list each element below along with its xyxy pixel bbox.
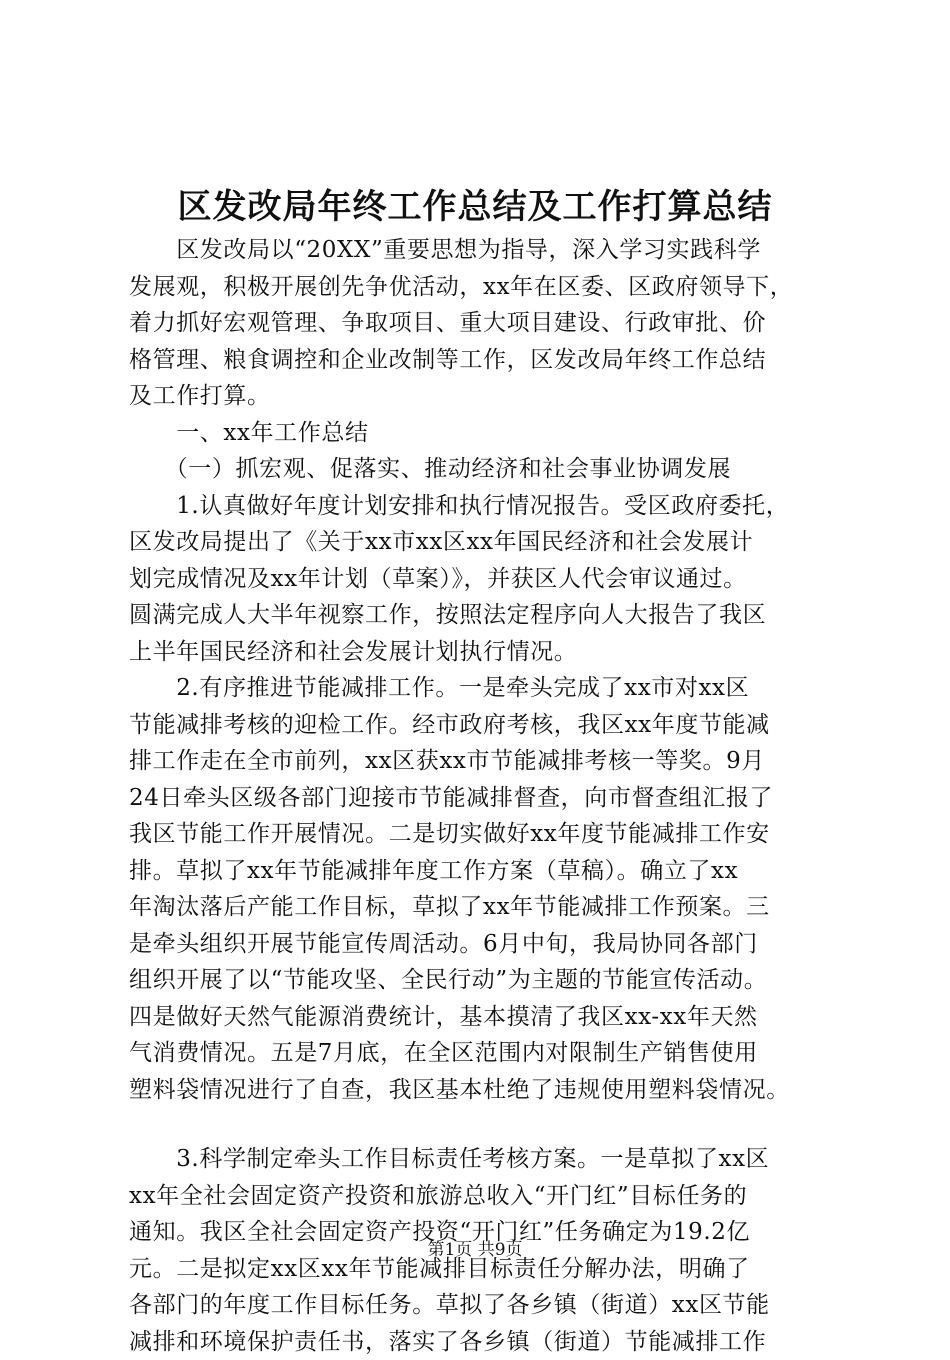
text-line: （一）抓宏观、促落实、推动经济和社会事业协调发展 [129,451,829,488]
text-line: 气消费情况。五是7月底，在全区范围内对限制生产销售使用 [129,1035,829,1072]
text-line: 一、xx年工作总结 [129,415,829,452]
text-line: 1.认真做好年度计划安排和执行情况报告。受区政府委托， [129,488,829,525]
document-body [129,232,829,1360]
text-line: 节能减排考核的迎检工作。经市政府考核，我区xx年度节能减 [129,707,829,744]
body-block-1 [129,232,829,1108]
text-line: 圆满完成人大半年视察工作，按照法定程序向人大报告了我区 [129,597,829,634]
text-line: 年淘汰落后产能工作目标，草拟了xx年节能减排工作预案。三 [129,889,829,926]
text-line: 通知。我区全社会固定资产投资“开门红”任务确定为19.2亿 [129,1214,829,1251]
text-line: 排。草拟了xx年节能减排年度工作方案（草稿）。确立了xx [129,853,829,890]
text-line: 排工作走在全市前列，xx区获xx市节能减排考核一等奖。9月 [129,743,829,780]
text-line: 减排和环境保护责任书，落实了各乡镇（街道）节能减排工作 [129,1324,829,1360]
text-line: 我区节能工作开展情况。二是切实做好xx年度节能减排工作安 [129,816,829,853]
paragraph-gap [129,1108,829,1141]
page-footer: 第1页 共9页 [0,1238,950,1262]
text-line: 组织开展了以“节能攻坚、全民行动”为主题的节能宣传活动。 [129,962,829,999]
text-line: 区发改局提出了《关于xx市xx区xx年国民经济和社会发展计 [129,524,829,561]
text-line: 是牵头组织开展节能宣传周活动。6月中旬，我局协同各部门 [129,926,829,963]
text-line: 区发改局以“20XX”重要思想为指导，深入学习实践科学 [129,232,829,269]
text-line: 24日牵头区级各部门迎接市节能减排督查，向市督查组汇报了 [129,780,829,817]
text-line: 格管理、粮食调控和企业改制等工作，区发改局年终工作总结 [129,342,829,379]
text-line: 各部门的年度工作目标任务。草拟了各乡镇（街道）xx区节能 [129,1287,829,1324]
text-line: 划完成情况及xx年计划（草案）》，并获区人代会审议通过。 [129,561,829,598]
text-line: 3.科学制定牵头工作目标责任考核方案。一是草拟了xx区 [129,1141,829,1178]
text-line: 四是做好天然气能源消费统计，基本摸清了我区xx-xx年天然 [129,999,829,1036]
text-line: 及工作打算。 [129,378,829,415]
document-title: 区发改局年终工作总结及工作打算总结 [0,182,950,232]
text-line: 上半年国民经济和社会发展计划执行情况。 [129,634,829,671]
text-line: 元。二是拟定xx区xx年节能减排目标责任分解办法，明确了 [129,1251,829,1288]
text-line: 着力抓好宏观管理、争取项目、重大项目建设、行政审批、价 [129,305,829,342]
text-line: 塑料袋情况进行了自查，我区基本杜绝了违规使用塑料袋情况。 [129,1072,829,1109]
text-line: xx年全社会固定资产投资和旅游总收入“开门红”目标任务的 [129,1178,829,1215]
text-line: 发展观，积极开展创先争优活动，xx年在区委、区政府领导下， [129,269,829,306]
text-line: 2.有序推进节能减排工作。一是牵头完成了xx市对xx区 [129,670,829,707]
